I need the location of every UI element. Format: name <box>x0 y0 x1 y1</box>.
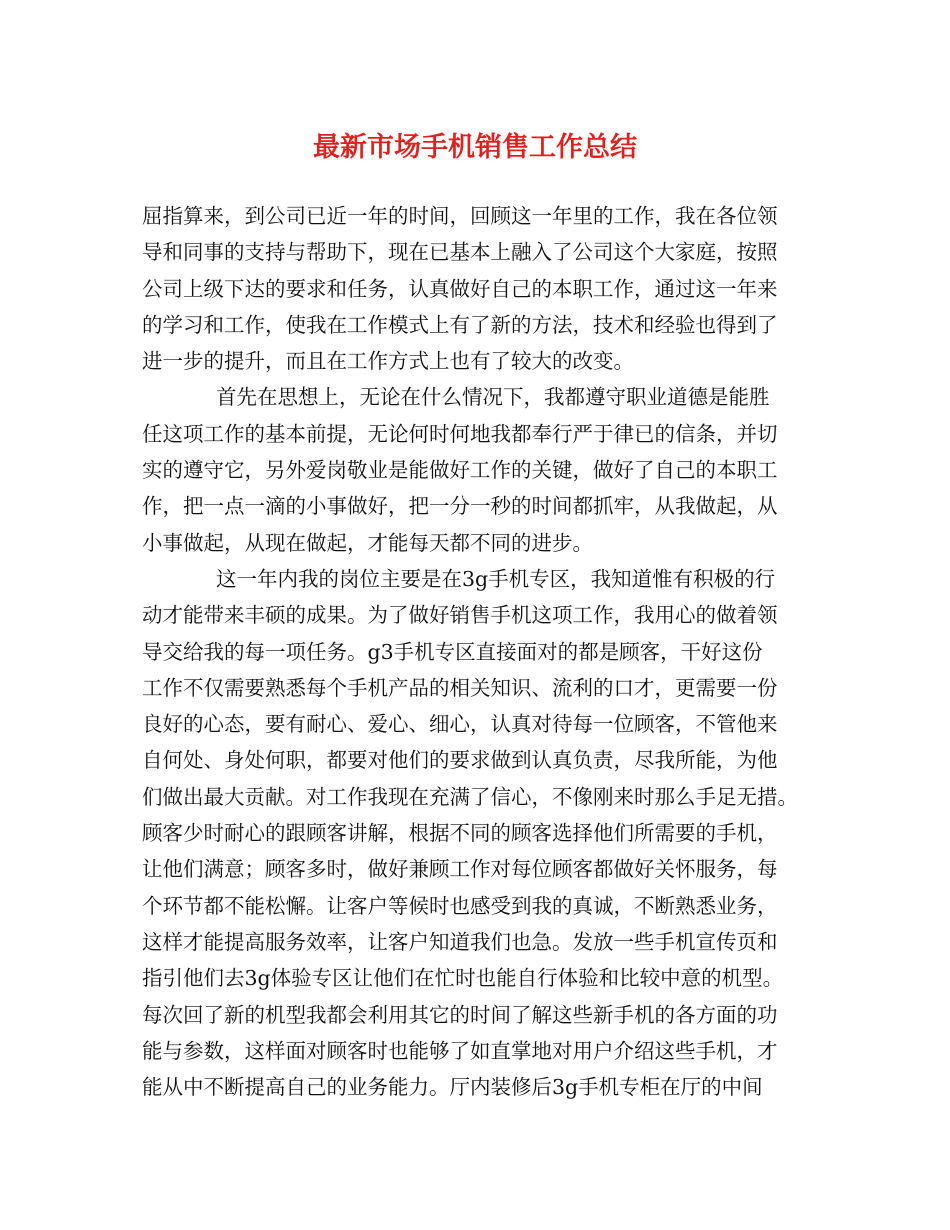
text-line: 个环节都不能松懈。让客户等候时也感受到我的真诚，不断熟悉业务， <box>142 893 778 918</box>
text-line: 能与参数，这样面对顾客时也能够了如直掌地对用户介绍这些手机，才 <box>142 1038 778 1063</box>
paragraph-2 <box>142 379 822 560</box>
text-line: 们做出最大贡献。对工作我现在充满了信心，不像刚来时那么手足无措。 <box>142 784 798 809</box>
text-line: 首先在思想上，无论在什么情况下，我都遵守职业道德是能胜 <box>216 385 770 410</box>
text-line: 小事做起，从现在做起，才能每天都不同的进步。 <box>142 530 593 555</box>
text-line: 这一年内我的岗位主要是在3g手机专区，我知道惟有积极的行 <box>216 566 776 591</box>
text-line: 能从中不断提高自己的业务能力。厅内装修后3g手机专柜在厅的中间 <box>142 1075 763 1100</box>
text-line: 实的遵守它，另外爱岗敬业是能做好工作的关键，做好了自己的本职工 <box>142 458 778 483</box>
paragraph-3 <box>142 561 822 1105</box>
text-line: 顾客少时耐心的跟顾客讲解，根据不同的顾客选择他们所需要的手机， <box>142 821 778 846</box>
text-line: 良好的心态，要有耐心、爱心、细心，认真对待每一位顾客，不管他来 <box>142 712 778 737</box>
text-line: 这样才能提高服务效率，让客户知道我们也急。发放一些手机宣传页和 <box>142 929 778 954</box>
text-line: 任这项工作的基本前提，无论何时何地我都奉行严于律已的信条，并切 <box>142 421 778 446</box>
text-line: 的学习和工作，使我在工作模式上有了新的方法，技术和经验也得到了 <box>142 312 778 337</box>
text-line: 动才能带来丰硕的成果。为了做好销售手机这项工作，我用心的做着领 <box>142 603 778 628</box>
document-body <box>142 198 822 1105</box>
text-line: 导和同事的支持与帮助下，现在已基本上融入了公司这个大家庭，按照 <box>142 240 778 265</box>
paragraph-1 <box>142 198 822 379</box>
text-line: 每次回了新的机型我都会利用其它的时间了解这些新手机的各方面的功 <box>142 1002 778 1027</box>
text-line: 指引他们去3g体验专区让他们在忙时也能自行体验和比较中意的机型。 <box>142 966 784 991</box>
document-title: 最新市场手机销售工作总结 <box>313 132 637 163</box>
text-line: 工作不仅需要熟悉每个手机产品的相关知识、流利的口才，更需要一份 <box>142 675 778 700</box>
text-line: 作，把一点一滴的小事做好，把一分一秒的时间都抓牢，从我做起，从 <box>142 494 778 519</box>
text-line: 导交给我的每一项任务。g3手机专区直接面对的都是顾客，干好这份 <box>142 639 763 664</box>
text-line: 屈指算来，到公司已近一年的时间，回顾这一年里的工作，我在各位领 <box>142 204 778 228</box>
text-line: 自何处、身处何职，都要对他们的要求做到认真负责，尽我所能，为他 <box>142 748 778 773</box>
text-line: 公司上级下达的要求和任务，认真做好自己的本职工作，通过这一年来 <box>142 276 778 301</box>
text-line: 进一步的提升，而且在工作方式上也有了较大的改变。 <box>142 349 634 374</box>
text-line: 让他们满意；顾客多时，做好兼顾工作对每位顾客都做好关怀服务，每 <box>142 857 778 882</box>
